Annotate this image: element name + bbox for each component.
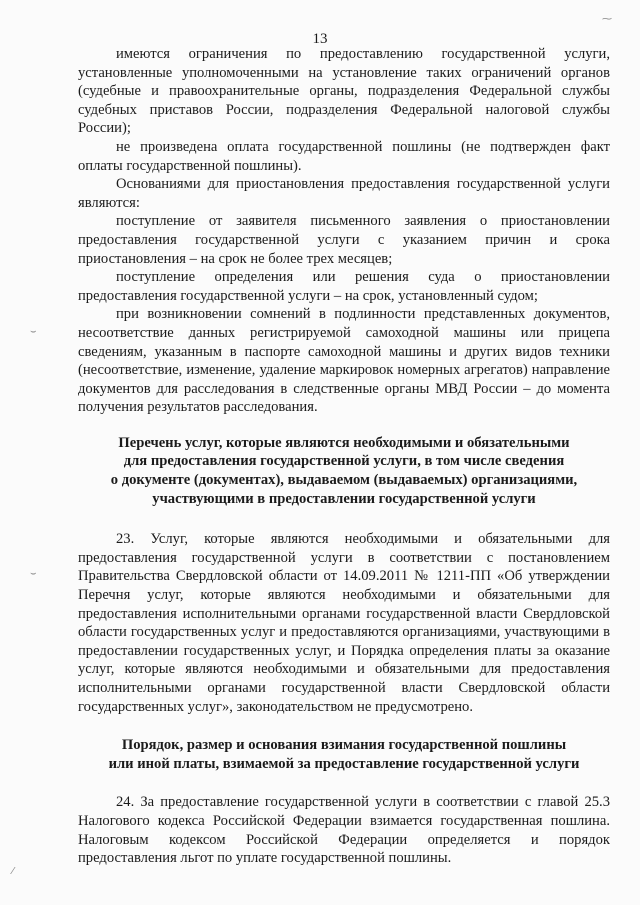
scan-mark-top-right: ⁓ bbox=[602, 14, 612, 25]
paragraph-restrictions: имеются ограничения по предоставлению государственной услуги, установленные уполномоченными на установление таких ограничений органов (судебные и правоохранительные органы, подразделения Федеральной службы судебных приставов России, подразделения Федеральной налоговой службы России); bbox=[78, 46, 610, 137]
heading-required-services-line-2: для предоставления государственной услуги, в том числе сведения bbox=[123, 453, 565, 470]
paragraph-court-decision: поступление определения или решения суда о приостановлении предоставления государственной услуги – на срок, установленный судом; bbox=[78, 269, 610, 304]
heading-state-fee-line-1: Порядок, размер и основания взимания государственной пошлины bbox=[121, 737, 567, 754]
paragraph-fee-not-paid: не произведена оплата государственной пошлины (не подтвержден факт оплаты государственной пошлины). bbox=[78, 138, 610, 174]
paragraph-23: 23. Услуг, которые являются необходимыми и обязательными для предоставления государственной услуги в соответствии с постановлением Правительства Свердловской области от 14.09.2011 № 1211-ПП «Об утверждении Перечня услуг, которые являются необходимыми и обязательными для предоставления исполнительными органами государственной власти Свердловской области государственных услуг и предоставляются организациями, участвующими в предоставлении государственных услуг, и Порядка определения платы за оказание услуг, которые являются необходимыми и обязательными для предоставления исполнительными органами государственной власти Свердловской области государственных услуг», законодательством не предусмотрено. bbox=[78, 531, 610, 715]
heading-state-fee-line-2: или иной платы, взимаемой за предоставление государственной услуги bbox=[108, 755, 580, 772]
scan-mark-bottom-left: ⁄ bbox=[12, 866, 14, 877]
heading-required-services-line-1: Перечень услуг, которые являются необходимыми и обязательными bbox=[118, 434, 570, 451]
scan-mark-left-2: ⌣ bbox=[30, 568, 37, 579]
heading-required-services-line-4: участвующими в предоставлении государственной услуги bbox=[152, 490, 536, 507]
paragraph-applicant-request: поступление от заявителя письменного заявления о приостановлении предоставления государственной услуги с указанием причин и срока приостановления – на срок не более трех месяцев; bbox=[78, 213, 610, 267]
scan-mark-left-1: ⌣ bbox=[30, 326, 37, 337]
paragraph-doubts-authenticity: при возникновении сомнений в подлинности представленных документов, несоответствие данных регистрируемой самоходной машины или прицепа сведениям, указанным в паспорте самоходной машины и других видов техники (несоответствие, изменение, удаление маркировок номерных агрегатов) направление документов для расследования в следственные органы МВД России – до момента получения результатов расследования. bbox=[78, 306, 610, 416]
document-body bbox=[78, 45, 610, 868]
paragraph-suspension-grounds: Основаниями для приостановления предоставления государственной услуги являются: bbox=[78, 176, 610, 211]
paragraph-24: 24. За предоставление государственной услуги в соответствии с главой 25.3 Налогового кодекса Российской Федерации взимается государственная пошлина. Налоговым кодексом Российской Федерации определяется и порядок предоставления льгот по уплате государственной пошлины. bbox=[78, 794, 610, 867]
page-number: 13 bbox=[312, 31, 328, 47]
heading-required-services-line-3: о документе (документах), выдаваемом (выдаваемых) организациями, bbox=[110, 472, 578, 489]
